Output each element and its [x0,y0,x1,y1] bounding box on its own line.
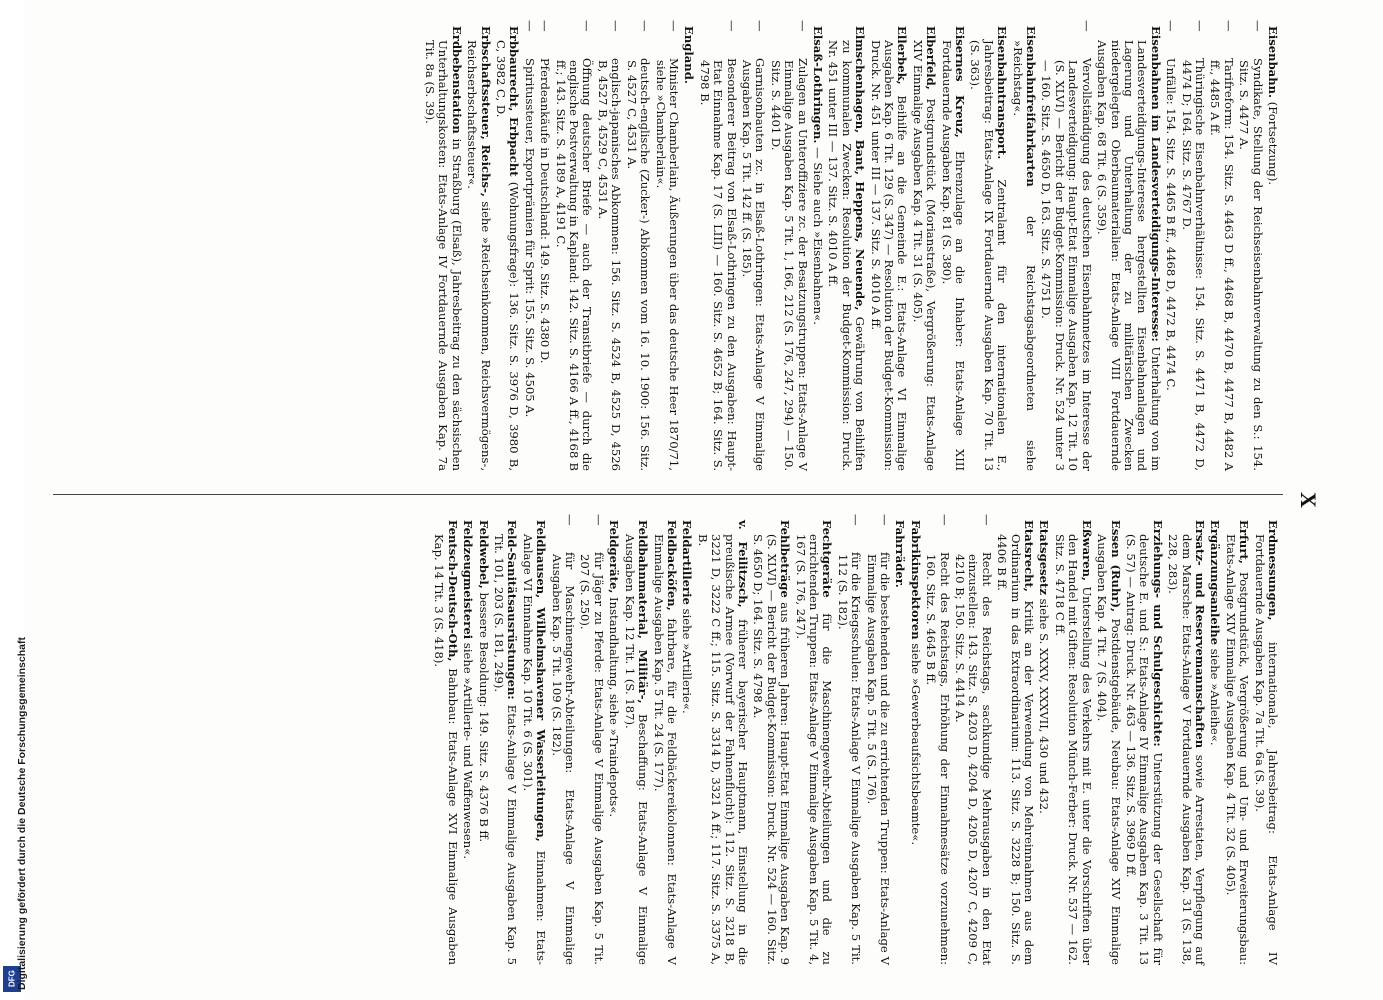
index-entry [520,520,547,965]
entry-heading: Fahrräder. [893,520,908,588]
index-entry [465,26,492,471]
index-entry [697,20,739,471]
index-entry [1095,26,1162,471]
entry-text: Unfälle: 154. Sitz. S. 4465 B ff., 4468 D, 4472 B, 4474 C. [1164,58,1179,391]
entry-text: Öffnung deutscher Briefe — auch der Transitbriefe — durch die englische Postverwaltung in Kapland: 142. Sitz. S. 4166 A ff., 4168 B ff.; 143. Sitz. S. 4189 A, 4191 C. [553,58,595,471]
index-entry [578,514,606,965]
entry-text: fahrbare, für die Feldbäckereikolonnen: Etats-Anlage V Einmalige Ausgaben Kap. 5 Tit. 24 (S. 177). [651,534,679,965]
index-entry [549,514,578,965]
entry-heading: England. [682,26,697,84]
continuation-dash: — [538,20,553,32]
column-divider [53,494,1283,495]
entry-text: Garnisonbauten zc. in Elsaß-Lothringen: Etats-Anlage V Einmalige Ausgaben Kap. 5 Tit. 142 ff. (S. 185). [739,58,768,471]
index-entry [953,514,994,965]
continuation-dash: — [849,514,864,526]
page-number: X [1296,492,1321,508]
index-entry [607,520,620,965]
index-entry [1208,520,1221,965]
entry-text: englisch-japanisches Abkommen: 156. Sitz. S. 4524 B, 4525 D, 4526 B, 4527 B, 4529 C, 4531 A. [595,58,624,471]
entry-text: Tarifreform: 154. Sitz. S. 4463 D ff., 4468 B, 4470 B, 4477 B, 4482 A ff., 4485 A ff. [1208,58,1236,471]
entry-heading: Erziehungs- und Schulgeschichte: [1150,520,1165,747]
entry-text: Etats-Anlage V Einmalige Ausgaben Kap. 5 Tit. 101, 203 (S. 181, 249). [492,534,520,965]
continuation-dash: — [638,20,653,32]
left-column [421,20,1280,472]
index-entry [826,26,866,471]
index-entry [1124,520,1164,965]
continuation-dash: — [609,20,624,32]
entry-text: Unterhaltung von im Landesverteidigungs-Interesse hergestellten Eisenbahnanlagen und Lagerung und Unterhaltung der zu militärischen Zwecken niedergelegten Oberbaumaterialien: Etats-Anlage VIII Fortdauernde Ausgaben Kap. 68 Tit. 6 (S. 359). [1095,40,1163,471]
entry-heading: Eisenbahn. [1266,26,1280,99]
entry-text: aus früheren Jahren: Haupt-Etat Einmalige Ausgaben Kap. 9 (S. XLVI) — Bericht der Budget-Kommission: Druck. Nr. 524 — 160. Sitz. S. 4650 D; 164. Sitz. S. 4798 A. [751,534,793,965]
continuation-dash: — [1079,20,1094,32]
entry-text: Syndikate, Stellung der Reichseisenbahnverwaltung zu den S.: 154. Sitz. S. 4477 A. [1237,58,1265,471]
continuation-dash: — [591,514,606,526]
continuation-dash: — [937,514,952,526]
entry-heading: Feldbahnmaterial, Militär-, [636,520,651,704]
entry-heading: Feldzeugmeisterei [461,520,476,640]
index-entry [695,520,749,965]
index-entry [622,520,649,965]
index-entry [793,520,833,965]
entry-heading: Fabrikinspektoren [908,520,923,640]
entry-heading: Elsaß-Lothringen. [811,26,825,144]
index-entry [1053,520,1093,965]
index-entry [494,26,521,471]
entry-text: Recht des Reichstags, sachkundige Mehrausgaben in den Etat einzustellen: 143. Sitz. S. 4203 D, 4204 D, 4205 D, 4207 C, 4209 C, 4210 B; 150. Sitz. S. 4414 A. [953,552,994,965]
entry-text: Pferdeankäufe in Deutschland: 149. Sitz. S. 4380 D. [538,58,553,364]
continuation-dash: — [795,20,810,32]
entry-text: für die Kriegsschulen: Etats-Anlage V Einmalige Ausgaben Kap. 5 Tit. 112 (S. 182). [835,552,864,965]
entry-heading: Erfurt, [1237,520,1252,564]
index-entry [868,26,908,471]
entry-text: für die Maschinengewehr-Abteilungen und die zu errichtenden Truppen: Etats-Anlage V Einmalige Ausgaben Kap. 5 Tit. 4, 167 (S. 176, 247). [793,534,835,965]
entry-text: Spiritussteuer, Exportprämien für Sprit: 155. Sitz. S. 4505 A. [522,58,537,418]
entry-heading: Elberfeld, [924,26,939,90]
entry-text: Postgrundstück (Morianstraße), Vergrößerung: Etats-Anlage XIV Einmalige Ausgaben Kap. 4 Tit. 31 (S. 405). [910,40,939,471]
entry-text: Thüringische Eisenbahnverhältnisse: 154. Sitz. S. 4471 B, 4472 D, 4474 D; 164. Sitz. S. 4767 D. [1179,58,1207,471]
entry-heading: Fentsch-Deutsch-Oth, [445,520,460,662]
entry-text: siehe S. XXXV, XXXVII, 430 und 432. [1037,594,1052,814]
entry-heading: Feldartillerie [680,520,695,605]
entry-text: Unterstützung der Gesellschaft für deutsche E. und S.: Etats-Anlage IV Einmalige Ausgaben Kap. 3 Tit. 13 (S. 57) — Antrag: Druck. Nr. 463 — 136. Sitz. S. 3969 D ff. [1123,534,1165,965]
entry-text: für Maschinengewehr-Abteilungen: Etats-Anlage V Einmalige Ausgaben Kap. 5 Tit. 109 (S. 182). [549,552,578,965]
entry-text: siehe »Anleihe«. [1208,645,1223,746]
entry-text: Gewährung von Beihilfen zu kommunalen Zwecken: Resolution der Budget-Kommission: Druck. Nr. 451 unter III — 137. Sitz. S. 4010 A ff. [826,40,868,471]
continuation-dash: — [1192,20,1207,32]
entry-heading: Etatsrecht, [1022,520,1037,592]
index-entry [1237,20,1265,471]
index-entry [924,514,952,965]
index-entry [432,520,459,965]
entry-heading: Ergänzungsanleihe [1208,520,1223,646]
entry-heading: Eisernes Kreuz, [953,26,968,138]
entry-text: deutsch-englische (Zucker-) Abkommen vom 16. 10. 1900: 156. Sitz. S. 4527 C, 4531 A. [624,58,653,471]
continuation-dash: — [666,20,681,32]
entry-heading: Erdmessungen, [1266,520,1280,621]
continuation-dash: — [753,20,768,32]
index-entry [939,26,966,471]
entry-heading: Feldwebel, [476,520,491,589]
continuation-dash: — [979,514,994,526]
index-entry [553,20,595,471]
index-entry [522,20,537,471]
index-entry [1164,20,1179,471]
entry-heading: Fehlbeträge [778,520,793,598]
index-entry [538,20,553,471]
entry-heading: Feldhausen, Wilhelmshavener Wasserleitungen, [534,520,549,842]
entry-text: Instandhaltung, siehe »Traindepots«. [607,593,622,818]
entry-text: — Siehe auch »Eisenbahnen«. [811,143,825,325]
entry-heading: Erbschaftssteuer, Reichs-, [478,26,493,197]
index-entry [739,20,768,471]
continuation-dash: — [878,514,893,526]
entry-text: für Jäger zu Pferde: Etats-Anlage V Einmalige Ausgaben Kap. 5 Tit. 207 (S. 250). [578,552,606,965]
index-entry [1166,520,1206,965]
entry-text: sowie Arrestaten, Verpflegung auf dem Marsche: Etats-Anlage V Fortdauernde Ausgaben Kap. 31 (S. 138, 228, 283). [1166,534,1207,965]
entry-text: Besonderer Beitrag von Elsaß-Lothringen zu den Ausgaben: Haupt-Etat Einnahme Kap. 17 (S. LIII) — 160. Sitz. S. 4652 B; 164. Sitz. S. 4798 B. [697,58,739,471]
index-entry [682,26,695,471]
entry-heading: Eßwaren, [1079,520,1094,582]
entry-heading: Erdbebenstation [449,26,464,134]
entry-text: Beschaffung: Etats-Anlage V Einmalige Ausgaben Kap. 12 Tit. 1 (S. 187). [622,534,651,965]
entry-text: internationale, Jahresbeitrag: Etats-Anlage IV Fortdauernde Ausgaben Kap. 7a Tit. 6a (S. 39). [1252,534,1280,965]
index-entry [968,26,1008,471]
entry-text: Vervollständigung des deutschen Eisenbahnnetzes im Interesse der Landesverteidigung: Haupt-Etat Einmalige Ausgaben Kap. 12 Tit. 10 (S. XLVI) — Bericht der Budget-Kommission: Druck. Nr. 524 unter 3 — 160. Sitz. S. 4650 D, 163. Sitz. S. 4751 D. [1039,58,1094,471]
entry-text: Unterstellung des Verkehrs mit E. unter die Vorschriften über den Handel mit Giften: Resolution Münch-Ferber: Druck. Nr. 537 — 162. Sitz. S. 4718 C ff. [1052,534,1094,965]
continuation-dash: — [724,20,739,32]
dfg-logo: DFG [3,966,21,992]
entry-text: Einnahmen: Etats-Anlage VI Einnahme Kap. 10 Tit. 6 (S. 301). [520,534,549,965]
index-entry [476,520,489,965]
index-entry [1095,520,1122,965]
entry-heading: Ersatz- und Reservemannschaften [1192,520,1207,749]
index-entry [864,514,893,965]
entry-heading: Essen (Ruhr), [1108,520,1123,613]
entry-heading: Eisenbahntransport. [995,26,1010,160]
entry-text: für die bestehenden und die zu errichtenden Truppen: Etats-Anlage V Einmalige Ausgaben Kap. 5 Tit. 5 (S. 176). [864,552,893,965]
entry-heading: Eisenbahnen im Landesverteidigungs-Interesse: [1148,26,1163,342]
entry-text: Recht des Reichstags, Erhöhung der Einnahmesätze vorzunehmen: 160. Sitz. S. 4645 B ff. [924,552,952,965]
continuation-dash: — [1221,20,1236,32]
index-entry [908,520,921,965]
entry-text: Ehrenzulage an die Inhaber: Etats-Anlage XIII Fortdauernde Ausgaben Kap. 81 (S. 380). [939,40,968,472]
entry-text: siehe »Artillerie«. [680,604,695,714]
entry-text: in Straßburg (Elsaß), Jahresbeitrag zu den sächsischen Unterhaltungskosten: Etats-Anlage IV Fortdauernde Ausgaben Kap. 7a Tit. 8a (S. 39). [423,40,464,471]
index-entry [1179,20,1207,471]
index-entry [995,520,1035,965]
entry-text: siehe »Artillerie- und Waffenwesen«. [461,639,476,860]
entry-text: siehe »Gewerbeaufsichtsbeamte«. [908,639,923,846]
entry-text: (Wohnungsfrage): 136. Sitz. S. 3976 D, 3980 B, C, 3982 C, D. [494,40,522,472]
entry-text: (Fortsetzung). [1266,98,1280,186]
entry-heading: Elmschenhagen, Bant, Heppens, Neuende, [853,26,868,311]
entry-text: Postdienstgebäude, Neubau: Etats-Anlage XIV Einmalige Ausgaben Kap. 4 Tit. 7 (S. 404). [1095,534,1123,965]
entry-text: Bahnbau: Etats-Anlage XVI Einmalige Ausgaben Kap. 14 Tit. 3 (S. 418). [432,534,460,965]
entry-heading: Feldgeräte, [607,520,622,594]
index-entry [461,520,474,965]
index-entry [624,20,653,471]
entry-text: Kritik an der Verwendung von Mehreinnahmen aus dem Ordinarium in das Extraordinarium: 113. Sitz. S. 3228 B; 150. Sitz. S. 4406 B ff. [995,534,1037,965]
entry-text: früherer bayerischer Hauptmann, Einstellung in die preußische Armee (Vorwurf der Fahnenflucht): 112. Sitz. S. 3218 B, 3221 D, 3222 C ff.; 115. Sitz. S. 3314 D, 3321 A ff.; 117. Sitz. S. 3375 A, B. [695,534,750,965]
continuation-dash: — [563,514,578,526]
index-entry [595,20,624,471]
continuation-dash: — [580,20,595,32]
index-entry [1266,26,1279,471]
index-entry [1039,20,1094,471]
index-entry [751,520,791,965]
index-page [5,0,1335,1000]
entry-heading: Fechtgeräte [820,520,835,598]
entry-text: Postgrundstück, Vergrößerung und Um- und Erweiterungsbau: Etats-Anlage XIV Einmalige Ausgaben Kap. 4 Tit. 32 (S. 405). [1223,534,1252,965]
entry-heading: Ellerbek, [895,26,910,85]
index-entry [811,26,824,471]
index-entry [423,26,463,471]
index-entry [680,520,693,965]
entry-heading: v. Feilitzsch, [735,520,750,608]
entry-heading: Feld-Sanitätsausrüstungen: [505,520,520,700]
index-entry [835,514,864,965]
index-entry [1208,20,1236,471]
entry-text: der Reichstagsabgeordneten siehe »Reichstag«. [1010,40,1039,471]
digitization-credit: Digitalisierung gefördert durch die Deutsche Forschungsgemeinschaft [16,637,28,990]
continuation-dash: — [1164,20,1179,32]
index-entry [651,520,678,965]
entry-heading: Etatsgesetz [1037,520,1052,595]
continuation-dash: — [1250,20,1265,32]
index-entry [1010,26,1037,471]
index-entry [1037,520,1050,965]
right-column [430,514,1280,965]
index-entry [492,520,519,965]
index-entry [653,20,681,471]
entry-text: Zulagen an Unteroffiziere zc. der Besatzungstruppen: Etats-Anlage V Einmalige Ausgaben Kap. 5 Tit. 1, 166, 212 (S. 176, 247, 294) — 150. Sitz. S. 4401 D. [768,58,810,471]
index-entry [1252,520,1279,965]
index-entry [910,26,937,471]
entry-text: Minister Chamberlain, Äußerungen über das deutsche Heer 1870/71, siehe »Chamberlain«. [653,58,681,471]
entry-heading: Feldbacköfen, [664,520,679,611]
entry-text: siehe »Reichseinkommen, Reichsvermögens-, Reichserbschaftssteuer«. [465,40,493,471]
entry-heading: Eisenbahnfreifahrkarten [1024,26,1039,187]
entry-text: Zentralamt für den internationalen E., Jahresbeitrag: Etats-Anlage IX Fortdauernde Ausgaben Kap. 70 Tit. 13 (S. 363). [968,40,1010,471]
entry-text: Beihilfe an die Gemeinde E.: Etats-Anlage VI Einmalige Ausgaben Kap. 6 Tit. 129 (S. 347) — Resolution der Budget-Kommission: Druck. Nr. 451 unter III — 137. Sitz. S. 4010 A ff. [868,40,910,471]
index-entry [1223,520,1250,965]
index-entry [893,520,906,965]
index-entry [768,20,810,471]
continuation-dash: — [522,20,537,32]
entry-text: bessere Besoldung: 149. Sitz. S. 4376 B ff. [476,588,491,843]
entry-heading: Erbbaurecht, Erbpacht [507,26,522,177]
